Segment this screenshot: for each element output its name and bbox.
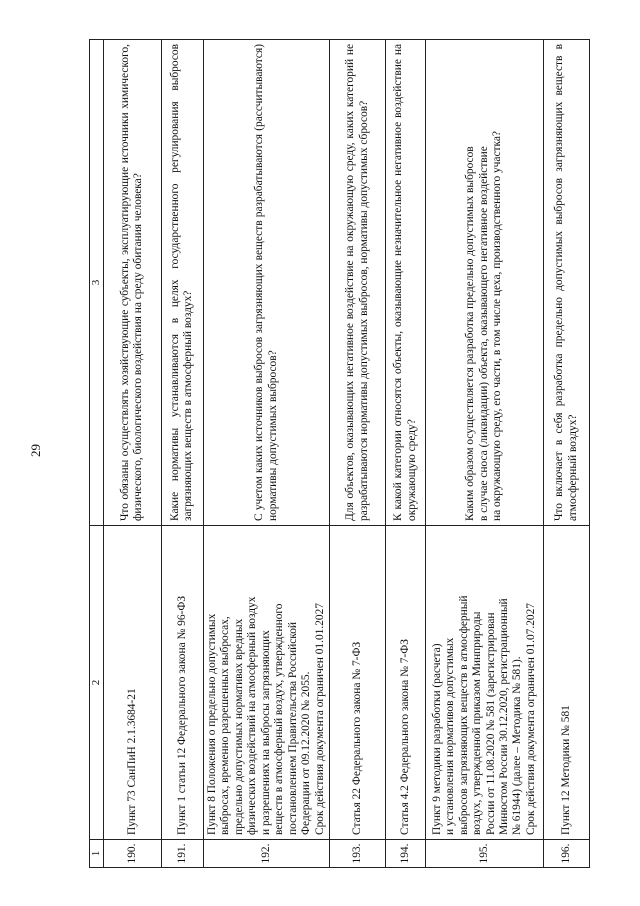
source-cell: Статья 22 Федерального закона № 7-ФЗ <box>330 526 386 840</box>
source-cell: Пункт 73 СанПиН 2.1.3684-21 <box>103 526 161 840</box>
table-row <box>386 40 426 868</box>
table-row <box>203 40 329 868</box>
row-number: 195. <box>426 840 544 868</box>
row-number: 191. <box>161 840 203 868</box>
row-number: 190. <box>103 840 161 868</box>
table-row <box>103 40 161 868</box>
source-line: веществ в атмосферный воздух, утвержденного <box>273 603 286 835</box>
question-cell: Для объектов, оказывающих негативное воздействие на окружающую среду, каких категорий не разрабатываются нормативы допустимых выбросов, нормативы допустимых сбросов? <box>330 40 386 526</box>
question-line: на окружающую среду, его части, в том числе цеха, производственного участка? <box>491 131 504 521</box>
header-col-2: 2 <box>90 526 104 840</box>
source-line: выбросах, временно разрешенных выбросах, <box>219 616 232 835</box>
question-cell: Что обязаны осуществлять хозяйствующие субъекты, эксплуатирующие источники химического, физического, биологического воздействия на среду обитания человека? <box>103 40 161 526</box>
table-row <box>544 40 590 868</box>
source-line: постановлением Правительства Российской <box>286 621 299 835</box>
page-number: 29 <box>28 444 43 457</box>
question-line: в случае сноса (ликвидации) объекта, оказывающего негативное воздействие <box>477 146 490 521</box>
question-cell: К какой категории относятся объекты, оказывающие незначительное негативное воздействие на окружающую среду? <box>386 40 426 526</box>
rotated-table-container <box>89 40 589 868</box>
header-row <box>90 40 104 868</box>
source-line: Пункт 8 Положения о предельно допустимых <box>205 613 218 835</box>
source-line: № 61944) (далее – Методика № 581). <box>511 656 524 835</box>
source-line: выбросов загрязняющих веществ в атмосферный <box>457 595 470 835</box>
question-cell <box>426 40 544 526</box>
source-cell: Пункт 12 Методики № 581 <box>544 526 590 840</box>
table-row <box>426 40 544 868</box>
table-row <box>330 40 386 868</box>
source-line: и разрешениях на выбросы загрязняющих <box>259 630 272 835</box>
source-line: Срок действия документа ограничен 01.07.2027 <box>524 603 537 835</box>
question-cell: С учетом каких источников выбросов загрязняющих веществ разрабатываются (рассчитываются) нормативы допустимых выбросов? <box>203 40 329 526</box>
source-line: Срок действия документа ограничен 01.01.2027 <box>313 603 326 835</box>
header-col-3: 3 <box>90 40 104 526</box>
source-line: Федерации от 09.12.2020 № 2055. <box>300 671 313 835</box>
header-col-1: 1 <box>90 840 104 868</box>
source-line: России от 11.08.2020 № 581 (зарегистрирован <box>484 612 497 835</box>
question-cell: Что включает в себя разработка предельно допустимых выбросов загрязняющих веществ в атмосферный воздух? <box>544 40 590 526</box>
question-cell: Какие нормативы устанавливаются в целях государственного регулирования выбросов загрязняющих веществ в атмосферный воздух? <box>161 40 203 526</box>
source-line: физических воздействий на атмосферный воздух <box>246 596 259 835</box>
row-number: 192. <box>203 840 329 868</box>
source-line: и установления нормативов допустимых <box>444 637 457 835</box>
row-number: 194. <box>386 840 426 868</box>
source-cell: Статья 4.2 Федерального закона № 7-ФЗ <box>386 526 426 840</box>
table-row <box>161 40 203 868</box>
row-number: 193. <box>330 840 386 868</box>
question-line: Каким образом осуществляется разработка предельно допустимых выбросов <box>464 146 477 521</box>
source-line: предельно допустимых нормативах вредных <box>232 618 245 835</box>
source-cell <box>203 526 329 840</box>
source-cell: Пункт 1 статьи 12 Федерального закона № 96-ФЗ <box>161 526 203 840</box>
source-line: Пункт 9 методики разработки (расчета) <box>430 643 443 835</box>
row-number: 196. <box>544 840 590 868</box>
source-cell <box>426 526 544 840</box>
source-line: воздух, утвержденной приказом Минприроды <box>471 611 484 835</box>
source-line: Минюстом России 30.12.2020, регистрационный <box>498 598 510 835</box>
requirements-table <box>89 39 590 868</box>
